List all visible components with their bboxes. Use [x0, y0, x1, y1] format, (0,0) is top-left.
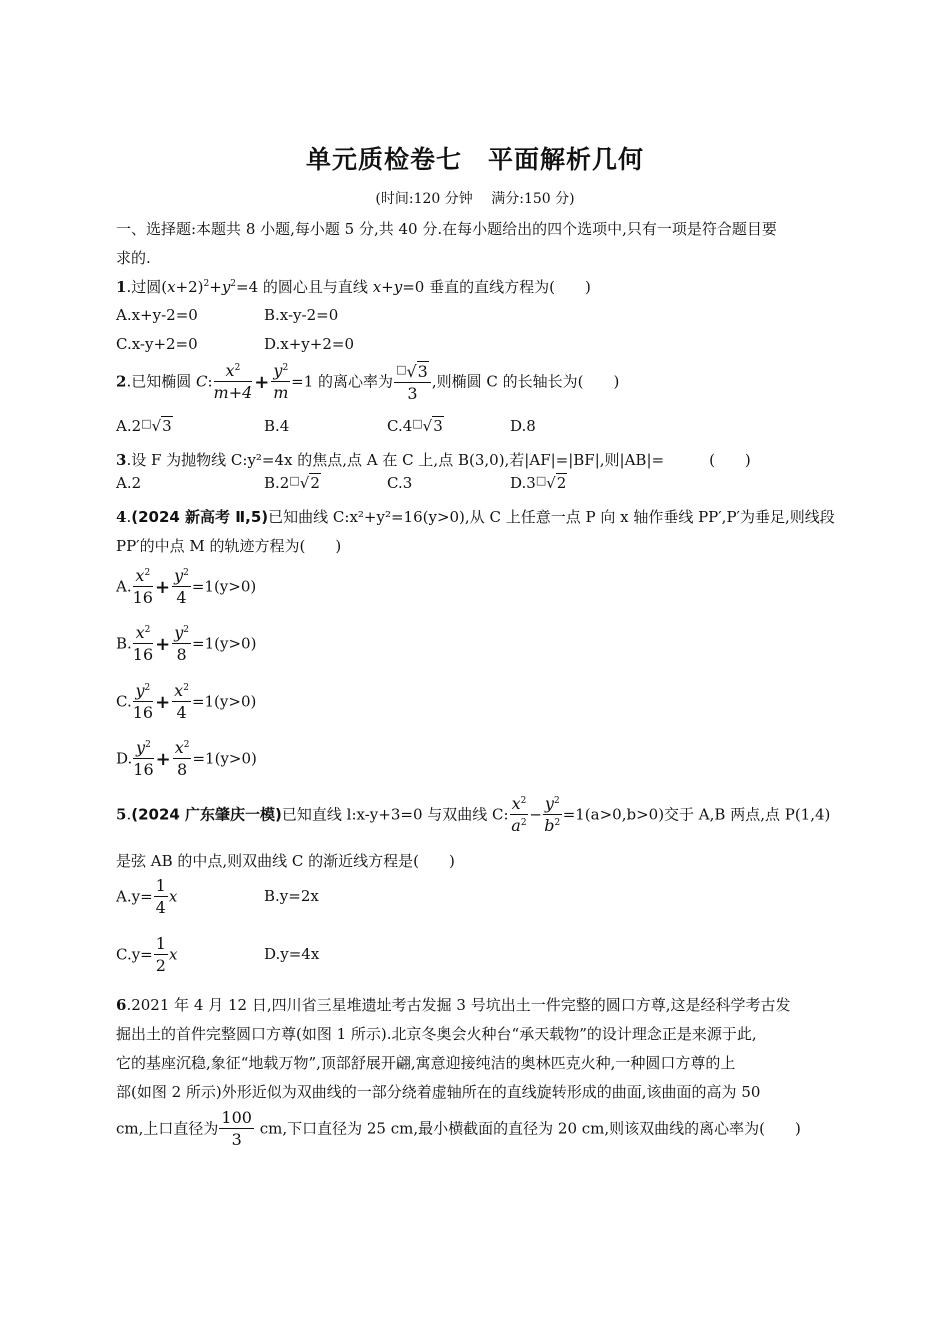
question-6: 6.2021 年 4 月 12 日,四川省三星堆遗址考古发掘 3 号坑出土一件完整的圆口方尊,这是经科学考古发	[116, 996, 791, 1014]
q5-option-a[interactable]: A.y= $\frac{1}{4}$ x	[116, 876, 178, 917]
question-6-line3: 它的基座沉稳,象征“地载万物”,顶部舒展开翩,寓意迎接纯洁的奥林匹克火种,一种圆口方尊的上	[116, 1054, 736, 1072]
question-4-cont: PP′的中点 M 的轨迹方程为( )	[116, 537, 342, 555]
q3-option-d[interactable]: D.3□√2	[510, 474, 567, 492]
q5-option-d[interactable]: D.y=4x	[264, 945, 320, 963]
question-source: (2024 广东肇庆一模)	[131, 805, 282, 824]
q3-option-b[interactable]: B.2□√2	[264, 474, 320, 492]
page-title: 单元质检卷七 平面解析几何	[305, 145, 644, 174]
question-3: 3.设 F 为抛物线 C:y²=4x 的焦点,点 A 在 C 上,点 B(3,0),若|AF|=|BF|,则|AB|= ( )	[116, 451, 751, 469]
q1-option-c[interactable]: C.x-y+2=0	[116, 335, 198, 353]
question-4: 4.(2024 新高考 Ⅱ,5)已知曲线 C:x²+y²=16(y>0),从 C 上任意一点 P 向 x 轴作垂线 PP′,P′为垂足,则线段	[116, 508, 835, 526]
q2-option-b[interactable]: B.4	[264, 417, 290, 435]
question-1: 1.过圆$(x+2)^2+y^2=4$ 的圆心且与直线 x+y=0 垂直的直线方程为( )	[116, 278, 591, 296]
q4-option-d[interactable]: D. $\frac{y^2}{16}$ + $\frac{x^2}{8}$ =1(y>0)	[116, 738, 257, 779]
q4-option-a[interactable]: A. $\frac{x^2}{16}$ + $\frac{y^2}{4}$ =1(y>0)	[116, 566, 257, 607]
question-5: 5.(2024 广东肇庆一模)已知直线 l:x-y+3=0 与双曲线 C: $\frac{x^2}{a^2}$ − $\frac{y^2}{b^2}$ =1(a>0,b>0)交于 A,B 两点,点 P(1,4)	[116, 794, 831, 835]
fraction: $\frac{100}{3}$	[221, 1108, 252, 1149]
question-6-line4: 部(如图 2 所示)外形近似为双曲线的一部分绕着虚轴所在的直线旋转形成的曲面,该曲面的高为 50	[116, 1083, 761, 1101]
q4-option-b[interactable]: B. $\frac{x^2}{16}$ + $\frac{y^2}{8}$ =1(y>0)	[116, 623, 257, 664]
q1-option-d[interactable]: D.x+y+2=0	[264, 335, 354, 353]
q5-option-b[interactable]: B.y=2x	[264, 887, 319, 905]
q4-option-c[interactable]: C. $\frac{y^2}{16}$ + $\frac{x^2}{4}$ =1(y>0)	[116, 681, 257, 722]
q2-option-a[interactable]: A.2□√3	[116, 417, 172, 435]
fraction: $\frac{x^2}{a^2}$	[511, 794, 527, 835]
question-6-line5: cm,上口直径为 $\frac{100}{3}$ cm,下口直径为 25 cm,最小横截面的直径为 20 cm,则该双曲线的离心率为( )	[116, 1108, 801, 1149]
q5-option-c[interactable]: C.y= $\frac{1}{2}$ x	[116, 934, 178, 975]
section-heading: 一、选择题:本题共 8 小题,每小题 5 分,共 40 分.在每小题给出的四个选项中,只有一项是符合题目要	[116, 220, 777, 238]
fraction: $\frac{y^2}{m}$	[273, 361, 289, 402]
q3-option-c[interactable]: C.3	[387, 474, 413, 492]
q1-option-a[interactable]: A.x+y-2=0	[116, 306, 198, 324]
question-source: (2024 新高考 Ⅱ,5)	[131, 508, 269, 526]
fraction: $\frac{y^2}{b^2}$	[544, 794, 561, 835]
fraction: $\frac{x^2}{m+4}$	[213, 361, 253, 402]
q2-option-c[interactable]: C.4□√3	[387, 417, 443, 435]
question-5-cont: 是弦 AB 的中点,则双曲线 C 的渐近线方程是( )	[116, 852, 455, 870]
q3-option-a[interactable]: A.2	[116, 474, 142, 492]
q2-option-d[interactable]: D.8	[510, 417, 536, 435]
exam-time-score: (时间:120 分钟 满分:150 分)	[375, 191, 575, 207]
question-6-line2: 掘出土的首件完整圆口方尊(如图 1 所示).北京冬奥会火种台“承天载物”的设计理念正是来源于此,	[116, 1025, 757, 1043]
q1-option-b[interactable]: B.x-y-2=0	[264, 306, 339, 324]
section-heading-cont: 求的.	[116, 249, 151, 267]
question-2: 2.已知椭圆 C: $\frac{x^2}{m+4}$ + $\frac{y^2}{m}$ =1 的离心率为 $\frac{^□√3}{3}$ ,则椭圆 C 的长轴长为( )	[116, 361, 620, 403]
fraction: $\frac{^□√3}{3}$	[394, 360, 431, 405]
